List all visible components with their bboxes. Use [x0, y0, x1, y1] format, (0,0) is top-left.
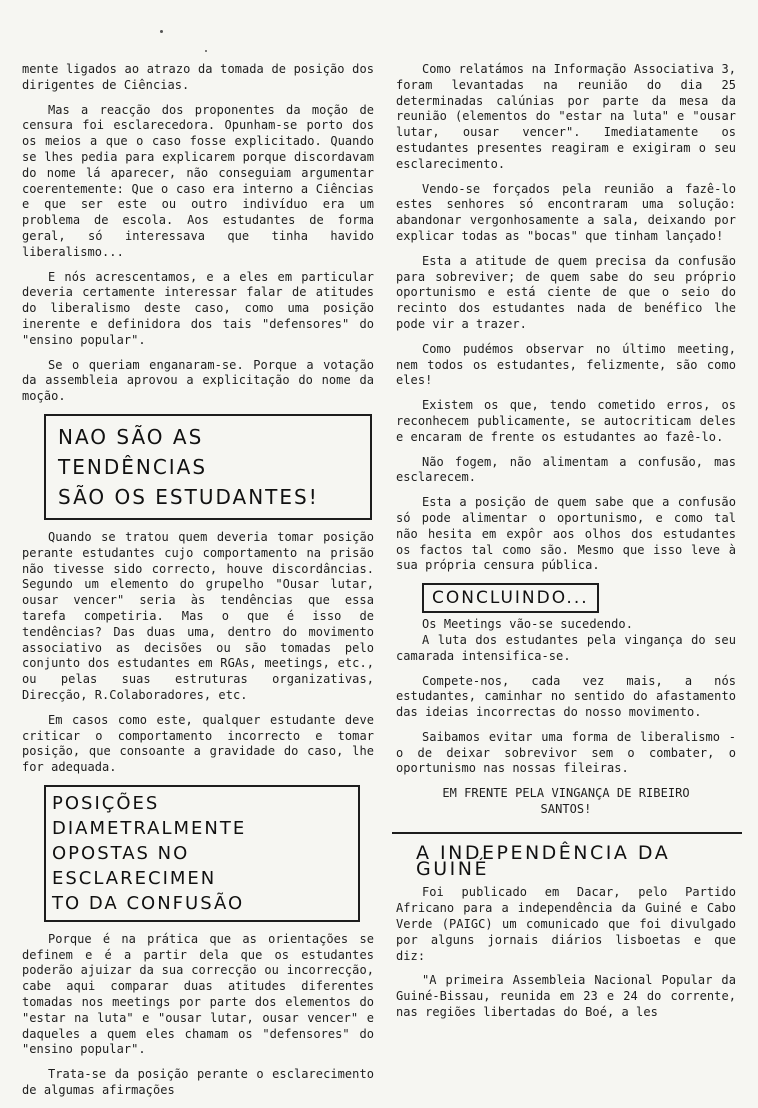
print-speck — [205, 50, 207, 52]
paragraph: mente ligados ao atrazo da tomada de posição dos dirigentes de Ciências. — [22, 62, 382, 92]
paragraph: Não fogem, não alimentam a confusão, mas esclarecem. — [396, 454, 744, 485]
slogan: EM FRENTE PELA VINGANÇA DE RIBEIRO SANTOS! — [442, 786, 697, 817]
boxed-headline: CONCLUINDO... — [422, 583, 599, 613]
paragraph: Esta a posição de quem sabe que a confusão só pode alimentar o oportunismo, e como tal não hesita em expôr aos olhos dos estudantes os factos tal como são. Mesmo que isso leve à sua própria censura pública. — [396, 495, 744, 573]
paragraph: "A primeira Assembleia Nacional Popular da Guiné-Bissau, reunida em 23 e 24 do corrente, nas regiões libertadas do Boé, a les — [396, 973, 744, 1020]
left-column — [22, 62, 382, 1108]
paragraph: Como relatámos na Informação Associativa 3, foram levantadas na reunião do dia 25 determinadas calúnias por parte da mesa da reunião (elementos do "estar na luta" e "ousar lutar, ousar vencer". Imediatamente os estudantes presentes reagiram e exigiram o seu esclarecimento. — [396, 62, 744, 171]
section-divider — [392, 832, 742, 834]
paragraph: A luta dos estudantes pela vingança do seu camarada intensifica-se. — [396, 632, 744, 663]
section-heading: A INDEPENDÊNCIA DA GUINÉ — [416, 841, 671, 880]
paragraph: Vendo-se forçados pela reunião a fazê-lo estes senhores só encontraram uma solução: abandonar vergonhosamente a sala, deixando por explicar todas as "bocas" que tinham lançado! — [396, 181, 744, 243]
boxed-headline: NAO SÃO AS TENDÊNCIAS SÃO OS ESTUDANTES! — [44, 414, 372, 520]
paragraph: Foi publicado em Dacar, pelo Partido Africano para a independência da Guiné e Cabo Verde (PAIGC) um comunicado que foi divulgado por alguns jornais diários lisboetas e que diz: — [396, 885, 744, 963]
paragraph: Como pudémos observar no último meeting, nem todos os estudantes, felizmente, são como eles! — [396, 341, 744, 388]
paragraph: Trata-se da posição perante o esclarecimento de algumas afirmações — [22, 1067, 382, 1098]
paragraph: Mas a reacção dos proponentes da moção de censura foi esclarecedora. Opunham-se porto dos os meios a que o caso fosse explicitado. Quando se lhes pedia para explicarem porque discordavam do nome lá aparecer, não conseguiam argumentar coerentemente: Que o caso era interno a Ciências e que ser este ou outro indivíduo era um problema de escola. Aos estudantes de forma geral, só interessava que tinha havido liberalismo... — [22, 102, 382, 259]
paragraph: Quando se tratou quem deveria tomar posição perante estudantes cujo comportamento na prisão não tivesse sido correcto, houve discordâncias. Segundo um elemento do grupelho "Ousar lutar, ousar vencer" seria às tendências que essa tarefa competiria. Mas o que é isso de tendências? Das duas uma, dentro do movimento associativo as decisões ou são tomadas pelo conjunto dos estudantes em RGAs, meetings, etc., ou pelas suas estruturas organizativas, Direcção, R.Colaboradores, etc. — [22, 529, 382, 702]
paragraph: Os Meetings vão-se sucedendo. — [422, 617, 633, 632]
paragraph: Se o queriam enganaram-se. Porque a votação da assembleia aprovou a explicitação do nome da moção. — [22, 357, 382, 404]
paragraph: Compete-nos, cada vez mais, a nós estudantes, caminhar no sentido do afastamento das ideias incorrectas do nosso movimento. — [396, 673, 744, 720]
paragraph: Em casos como este, qualquer estudante deve criticar o comportamento incorrecto e tomar posição, que consoante a gravidade do caso, lhe for adequada. — [22, 712, 382, 775]
boxed-headline: POSIÇÕES DIAMETRALMENTE OPOSTAS NO ESCLARECIMEN TO DA CONFUSÃO — [44, 785, 360, 922]
right-column — [396, 62, 744, 1030]
print-speck — [160, 30, 163, 33]
paragraph: Existem os que, tendo cometido erros, os reconhecem publicamente, se autocriticam deles e encaram de frente os estudantes ao fazê-lo. — [396, 398, 744, 444]
paragraph: Porque é na prática que as orientações se definem e é a partir dela que os estudantes poderão ajuizar da sua correcção ou incorrecção, cabe aqui comparar duas atitudes diferentes tomadas nos meetings por parte dos elementos do "estar na luta" e "ousar lutar, ousar vencer" e daqueles a quem eles chamam os "defensores" do "ensino popular". — [22, 931, 382, 1057]
paragraph: Esta a atitude de quem precisa da confusão para sobreviver; de quem sabe do seu próprio oportunismo e está ciente de que o seio do recinto dos estudantes nada de benéfico lhe pode vir a trazer. — [396, 253, 744, 331]
paragraph: Saibamos evitar uma forma de liberalismo - o de deixar sobrevivor sem o combater, o oportunismo nas nossas fileiras. — [396, 729, 744, 776]
paragraph: E nós acrescentamos, e a eles em particular deveria certamente interessar falar de atitudes do liberalismo deste caso, como uma posição inerente e definidora dos tais "defensores" do "ensino popular". — [22, 269, 382, 347]
